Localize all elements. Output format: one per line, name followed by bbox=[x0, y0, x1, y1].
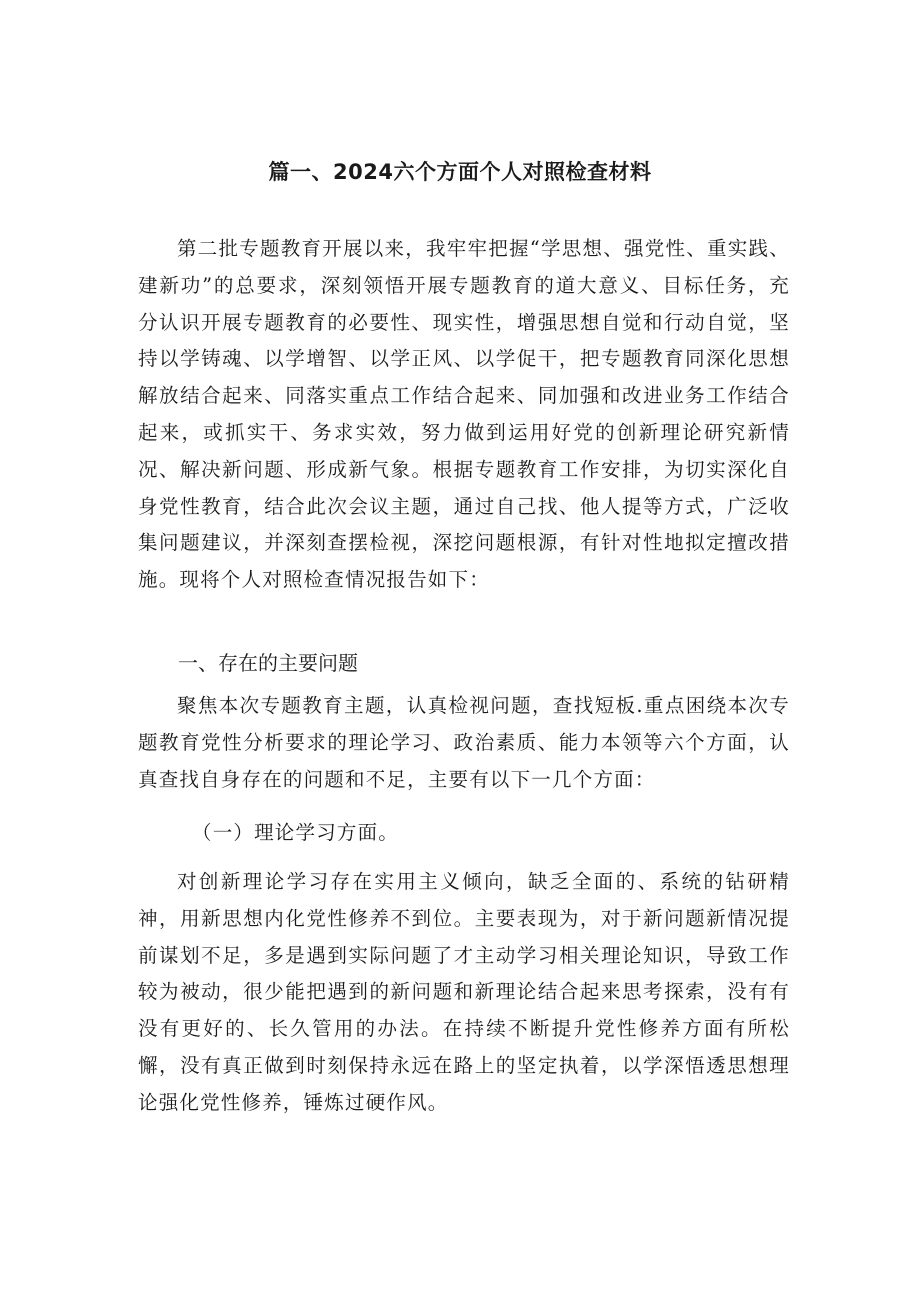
intro-paragraph: 第二批专题教育开展以来，我牢牢把握“学思想、强党性、重实践、建新功”的总要求，深刻领悟开展专题教育的道大意义、目标任务，充分认识开展专题教育的必要性、现实性，增强思想自觉和行动自觉，坚持以学铸魂、以学增智、以学正风、以学促干，把专题教育同深化思想解放结合起来、同落实重点工作结合起来、同加强和改进业务工作结合起来，或抓实干、务求实效，努力做到运用好党的创新理论研究新情况、解决新问题、形成新气象。根据专题教育工作安排，为切实深化自身党性教育，结合此次会议主题，通过自己找、他人提等方式，广泛收集问题建议，并深刻查摆检视，深挖问题根源，有针对性地拟定擅改措施。现将个人对照检查情况报告如下： bbox=[138, 237, 790, 592]
section-heading-main-problems: 一、存在的主要问题 bbox=[178, 651, 358, 675]
problems-intro-paragraph: 聚焦本次专题教育主题，认真检视问题，查找短板.重点困绕本次专题教育党性分析要求的理论学习、政治素质、能力本领等六个方面，认真查找自身存在的问题和不足，主要有以下一几个方面： bbox=[138, 694, 790, 791]
document-title: 篇一、2024六个方面个人对照检查材料 bbox=[268, 160, 652, 184]
subsection-heading-theory-study: （一）理论学习方面。 bbox=[192, 821, 400, 844]
theory-study-paragraph: 对创新理论学习存在实用主义倾向，缺乏全面的、系统的钻研精神，用新思想内化党性修养不到位。主要表现为，对于新问题新情况提前谋划不足，多是遇到实际问题了才主动学习相关理论知识，导致工作较为被动，很少能把遇到的新问题和新理论结合起来思考探索，没有有没有更好的、长久管用的办法。在持续不断提升党性修养方面有所松懈，没有真正做到时刻保持永远在路上的坚定执着，以学深悟透思想理论强化党性修养，锤炼过硬作风。 bbox=[138, 870, 790, 1114]
